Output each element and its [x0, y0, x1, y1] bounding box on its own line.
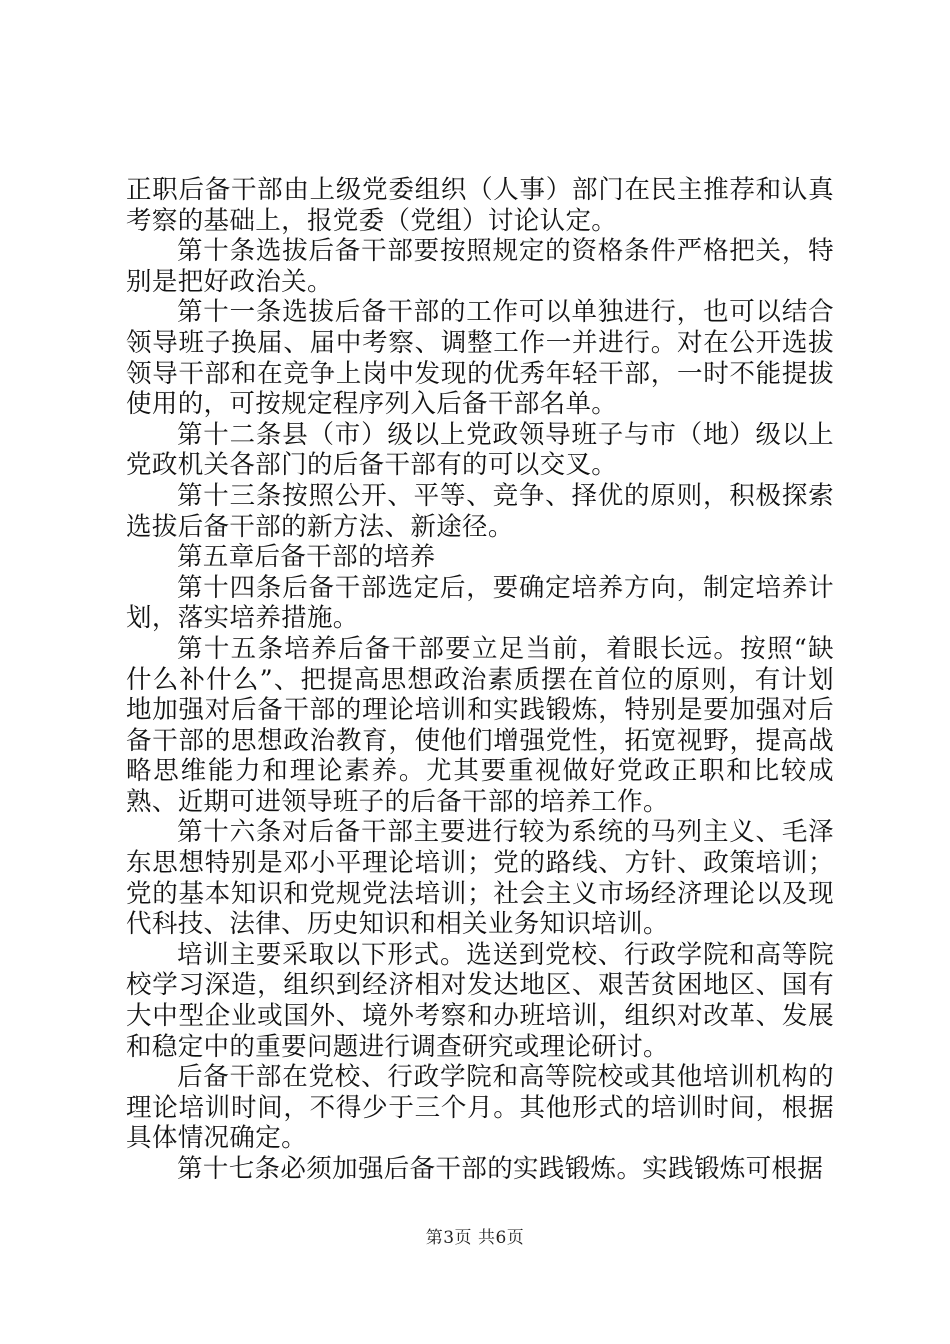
paragraph: 第十二条县（市）级以上党政领导班子与市（地）级以上党政机关各部门的后备干部有的可以交叉。 — [126, 419, 834, 481]
paragraph: 第十三条按照公开、平等、竞争、择优的原则，积极探索选拔后备干部的新方法、新途径。 — [126, 480, 834, 542]
page-number-footer: 第3页 共6页 — [425, 1228, 525, 1248]
paragraph: 第十一条选拔后备干部的工作可以单独进行，也可以结合领导班子换届、届中考察、调整工作一并进行。对在公开选拔领导干部和在竞争上岗中发现的优秀年轻干部，一时不能提拔使用的，可按规定程序列入后备干部名单。 — [126, 297, 834, 420]
paragraph: 培训主要采取以下形式。选送到党校、行政学院和高等院校学习深造，组织到经济相对发达地区、艰苦贫困地区、国有大中型企业或国外、境外考察和办班培训，组织对改革、发展和稳定中的重要问题进行调查研究或理论研讨。 — [126, 939, 834, 1062]
paragraph: 后备干部在党校、行政学院和高等院校或其他培训机构的理论培训时间，不得少于三个月。其他形式的培训时间，根据具体情况确定。 — [126, 1062, 834, 1154]
document-body — [126, 175, 834, 1185]
paragraph: 第十五条培养后备干部要立足当前，着眼长远。按照“缺什么补什么”、把提高思想政治素质摆在首位的原则，有计划地加强对后备干部的理论培训和实践锻炼，特别是要加强对后备干部的思想政治教育，使他们增强党性，拓宽视野，提高战略思维能力和理论素养。尤其要重视做好党政正职和比较成熟、近期可进领导班子的后备干部的培养工作。 — [126, 633, 834, 817]
paragraph: 正职后备干部由上级党委组织（人事）部门在民主推荐和认真考察的基础上，报党委（党组）讨论认定。 — [126, 175, 834, 236]
paragraph: 第十六条对后备干部主要进行较为系统的马列主义、毛泽东思想特别是邓小平理论培训；党的路线、方针、政策培训；党的基本知识和党规党法培训；社会主义市场经济理论以及现代科技、法律、历史知识和相关业务知识培训。 — [126, 817, 834, 940]
chapter-heading: 第五章后备干部的培养 — [177, 542, 436, 573]
paragraph: 第十条选拔后备干部要按照规定的资格条件严格把关，特别是把好政治关。 — [126, 236, 834, 297]
paragraph: 第十七条必须加强后备干部的实践锻炼。实践锻炼可根据 — [177, 1154, 824, 1184]
paragraph: 第十四条后备干部选定后，要确定培养方向，制定培养计划，落实培养措施。 — [126, 572, 834, 634]
